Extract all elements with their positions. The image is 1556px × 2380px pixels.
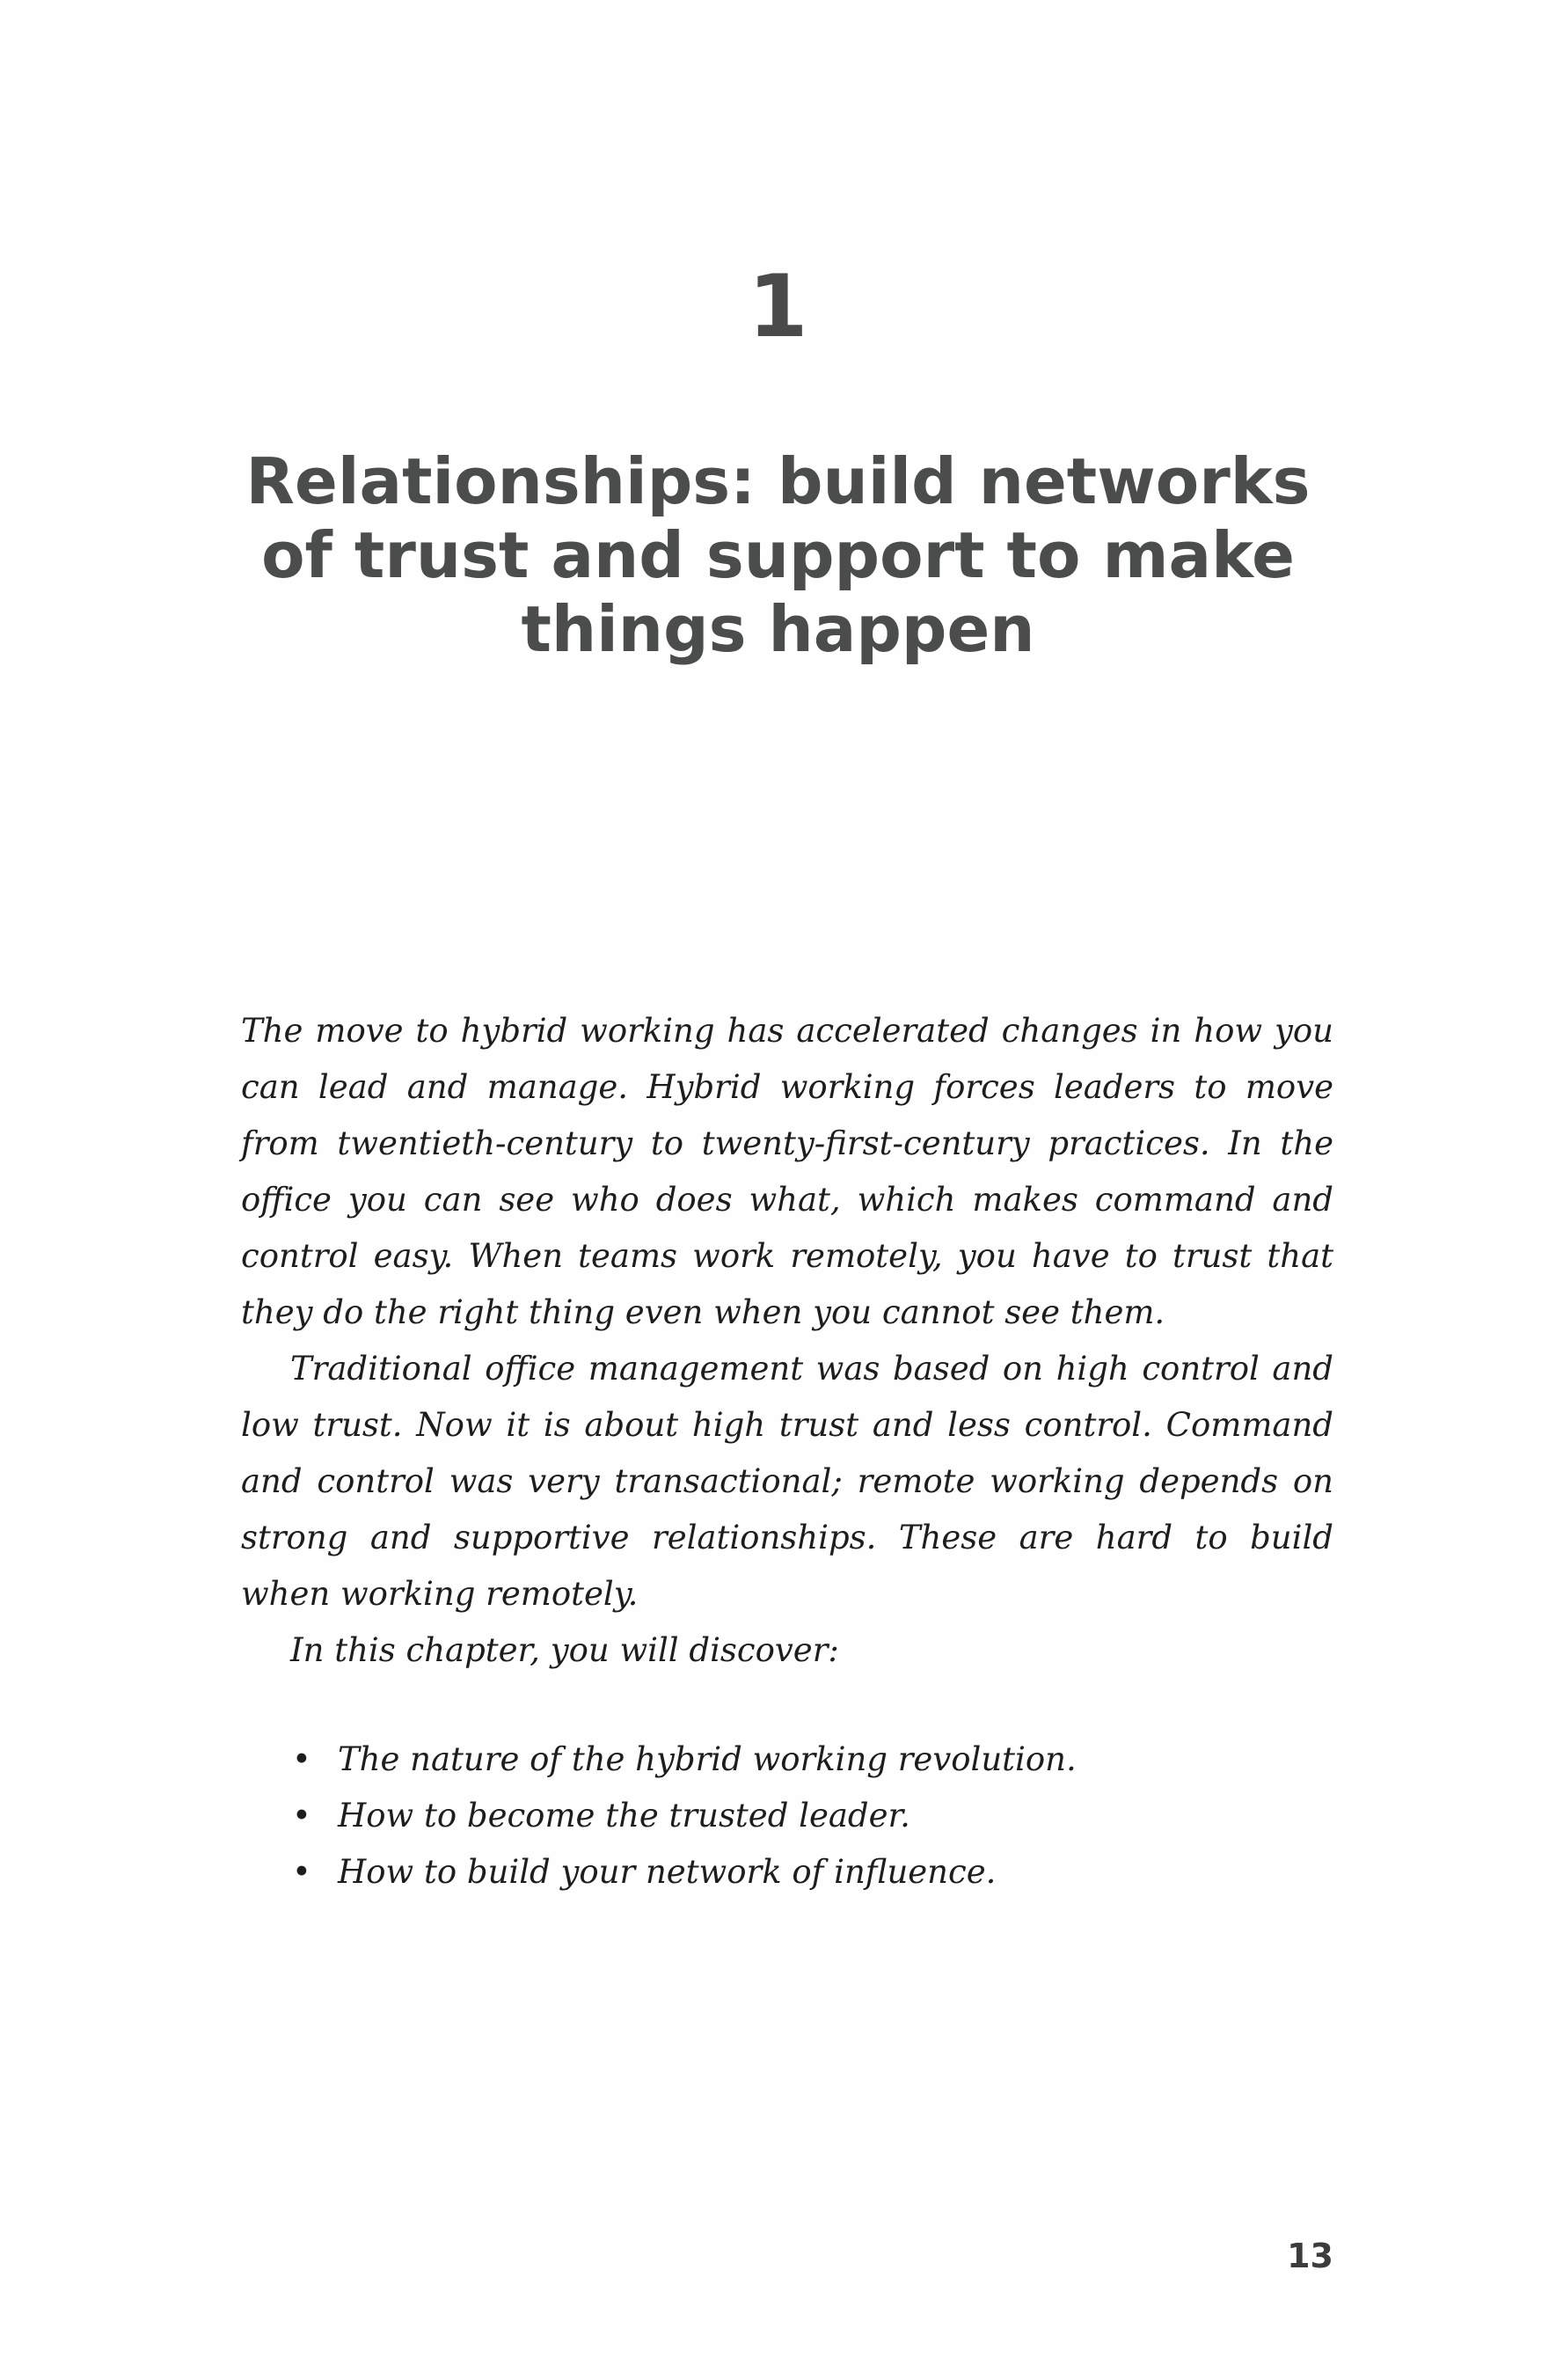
chapter-title-line: of trust and support to make bbox=[261, 518, 1295, 593]
list-item-text: How to build your network of influence. bbox=[338, 1853, 997, 1891]
chapter-title-line: things happen bbox=[521, 592, 1035, 667]
bullet-icon: • bbox=[292, 1853, 311, 1891]
bullet-icon: • bbox=[292, 1797, 311, 1834]
intro-paragraph: In this chapter, you will discover: bbox=[290, 1631, 839, 1669]
list-item-text: How to become the trusted leader. bbox=[338, 1797, 910, 1834]
chapter-title bbox=[141, 444, 1415, 667]
intro-paragraph: Traditional office management was based on high control and low trust. Now it is about high trust and less control. Command and control was very transactional; remote working depends on strong and supportive relationships. These are hard to build when working remotely. bbox=[241, 1350, 1333, 1613]
list-item bbox=[241, 1844, 1333, 1900]
list-item bbox=[241, 1788, 1333, 1844]
list-item-text: The nature of the hybrid working revolution. bbox=[338, 1740, 1077, 1778]
chapter-title-line: Relationships: build networks bbox=[245, 444, 1311, 518]
intro-paragraph: The move to hybrid working has accelerated changes in how you can lead and manage. Hybrid working forces leaders to move from twentieth-century to twenty-first-century practices. In the office you can see who does what, which makes command and control easy. When teams work remotely, you have to trust that they do the right thing even when you cannot see them. bbox=[241, 1012, 1333, 1331]
bullet-icon: • bbox=[292, 1740, 311, 1778]
list-item bbox=[241, 1732, 1333, 1788]
chapter-number: 1 bbox=[748, 257, 808, 357]
page-number: 13 bbox=[1287, 2237, 1333, 2275]
chapter-intro bbox=[241, 1003, 1333, 1900]
discover-list bbox=[241, 1732, 1333, 1900]
